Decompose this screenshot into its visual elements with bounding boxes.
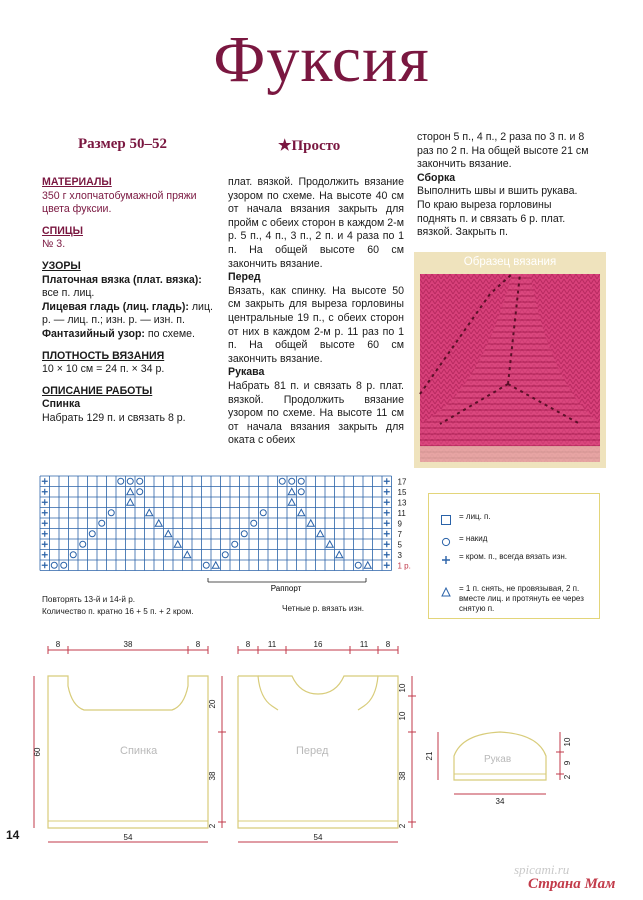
- svg-text:38: 38: [398, 771, 407, 781]
- needles-heading: СПИЦЫ: [42, 224, 83, 237]
- plus-icon: [42, 489, 48, 495]
- chart-note-even-rows: Четные р. вязать изн.: [282, 604, 365, 613]
- column-1: [42, 176, 214, 426]
- svg-text:60: 60: [33, 747, 42, 757]
- sample-photo: [420, 274, 600, 462]
- plus-icon: [384, 520, 390, 526]
- plus-icon: [42, 531, 48, 537]
- square-icon: [441, 512, 451, 530]
- row-label: 3: [397, 551, 402, 560]
- row-label: 11: [397, 509, 406, 518]
- plus-icon: [384, 510, 390, 516]
- svg-text:2: 2: [563, 774, 572, 780]
- triangle-icon: [364, 562, 371, 569]
- plus-icon: [42, 520, 48, 526]
- circle-icon: [298, 489, 304, 495]
- svg-text:8: 8: [55, 640, 61, 649]
- circle-icon: [70, 552, 76, 558]
- triangle-icon: [127, 499, 134, 506]
- triangle-icon: [127, 488, 134, 495]
- triangle-icon: [212, 562, 219, 569]
- row-label: 5: [397, 540, 402, 550]
- plus-icon: [384, 541, 390, 547]
- back-heading: Спинка: [42, 398, 81, 411]
- circle-icon: [61, 562, 67, 568]
- gauge-heading: ПЛОТНОСТЬ ВЯЗАНИЯ: [42, 349, 165, 362]
- plus-icon: [42, 478, 48, 484]
- row-label: 17: [397, 477, 407, 487]
- assembly-heading: Сборка: [417, 171, 456, 184]
- svg-text:34: 34: [495, 797, 505, 806]
- watermark-strana-mam: Страна Мам: [528, 876, 616, 892]
- triangle-icon: [288, 499, 295, 506]
- back-text: Набрать 129 п. и связать 8 р.: [42, 411, 186, 424]
- triangle-icon: [155, 520, 162, 527]
- sleeve-text-cont: сторон 5 п., 4 п., 2 раза по 3 п. и 8 раз по 2 п. На общей высоте 21 см закончить вязание.: [417, 131, 589, 171]
- circle-icon: [108, 510, 114, 516]
- plus-icon: [42, 552, 48, 558]
- plus-icon: [384, 562, 390, 568]
- triangle-icon: [174, 541, 181, 548]
- front-label: Перед: [296, 745, 329, 757]
- svg-text:20: 20: [208, 699, 217, 709]
- row-label: 9: [397, 519, 402, 529]
- plus-icon: [42, 510, 48, 516]
- column-3: [417, 131, 592, 240]
- circle-icon: [99, 520, 105, 526]
- chart-note-multiple: Количество п. кратно 16 + 5 п. + 2 кром.: [42, 607, 194, 616]
- column-2: [228, 176, 404, 448]
- materials-heading: МАТЕРИАЛЫ: [42, 176, 112, 188]
- svg-text:8: 8: [385, 640, 391, 649]
- patterns-heading: УЗОРЫ: [42, 259, 81, 272]
- work-heading: ОПИСАНИЕ РАБОТЫ: [42, 384, 153, 397]
- front-heading: Перед: [228, 271, 261, 284]
- triangle-icon: [146, 509, 153, 516]
- circle-icon: [279, 478, 285, 484]
- plus-icon: [42, 499, 48, 505]
- pattern-chart: [38, 474, 411, 594]
- svg-text:11: 11: [359, 640, 369, 649]
- circle-icon: [137, 478, 143, 484]
- svg-text:21: 21: [425, 751, 434, 761]
- svg-text:16: 16: [313, 640, 323, 649]
- svg-text:38: 38: [123, 640, 133, 649]
- svg-text:8: 8: [195, 640, 201, 649]
- row-label: 7: [397, 530, 402, 539]
- svg-text:54: 54: [313, 833, 323, 842]
- circle-icon: [118, 478, 124, 484]
- circle-icon: [51, 562, 57, 568]
- gauge-text: 10 × 10 см = 24 п. × 34 р.: [42, 363, 165, 376]
- sleeve-schematic: [425, 732, 572, 806]
- back-schematic: [33, 640, 226, 842]
- sleeve-text: Набрать 81 п. и связать 8 р. плат. вязкой. Продолжить вязание узором по схеме. На высоте 11 см от начала вязания закрыть для оката с обеих: [228, 379, 404, 447]
- sample-caption: Образец вязания: [463, 256, 557, 268]
- svg-text:9: 9: [563, 760, 572, 766]
- plus-icon: [42, 541, 48, 547]
- legend-decrease: = 1 п. снять, не провязывая, 2 п. вместе лиц. и протянуть ее через снятую п.: [459, 584, 584, 613]
- circle-icon: [241, 531, 247, 537]
- plus-icon: [384, 531, 390, 537]
- triangle-icon: [165, 530, 172, 537]
- size-line: Размер 50–52: [78, 136, 167, 152]
- triangle-icon: [184, 551, 191, 558]
- svg-text:10: 10: [563, 737, 572, 747]
- row-label: 1 р.: [397, 561, 411, 571]
- legend-knit: = лиц. п.: [459, 512, 491, 521]
- plus-icon: [384, 489, 390, 495]
- page-number: 14: [6, 828, 20, 842]
- materials-text: 350 г хлопчатобумажной пряжи цвета фуксии.: [42, 189, 197, 216]
- triangle-icon: [326, 541, 333, 548]
- needles-text: № 3.: [42, 238, 66, 251]
- circle-icon: [251, 520, 257, 526]
- chart-legend: [428, 493, 600, 619]
- circle-icon: [298, 478, 304, 484]
- circle-icon: [355, 562, 361, 568]
- garment-schematics: [0, 636, 643, 860]
- difficulty-level: ★Просто: [278, 138, 341, 154]
- legend-edge: = кром. п., всегда вязать изн.: [459, 552, 568, 561]
- knitting-sample: [414, 252, 606, 468]
- back-text-cont: плат. вязкой. Продолжить вязание узором по схеме. На высоте 40 см от начала вязания закрыть для пройм с обеих сторон в каждом 2-м р. 5 п., 4 п., 3 п., 2 п. и 4 раза по 1 п. На общей высоте 60 см закончить вязание.: [228, 176, 404, 270]
- plus-icon: [384, 552, 390, 558]
- chart-note-repeat: Повторять 13-й и 14-й р.: [42, 595, 136, 604]
- circle-icon: [89, 531, 95, 537]
- circle-icon: [203, 562, 209, 568]
- circle-icon: [289, 478, 295, 484]
- triangle-icon: [336, 551, 343, 558]
- svg-text:54: 54: [123, 833, 133, 842]
- svg-text:2: 2: [208, 823, 217, 829]
- svg-text:10: 10: [398, 711, 407, 721]
- legend-yarn-over: = накид: [459, 534, 488, 543]
- plus-icon: [384, 499, 390, 505]
- svg-text:2: 2: [398, 823, 407, 829]
- stockinette-stitch: Лицевая гладь (лиц. гладь): лиц. р. — лиц. п.; изн. р. — изн. п.: [42, 300, 213, 327]
- plus-icon: [384, 478, 390, 484]
- triangle-icon: [317, 530, 324, 537]
- watermark-spicami: spicami.ru: [514, 862, 570, 877]
- front-text: Вязать, как спинку. На высоте 50 см закрыть для выреза горловины центральные 19 п., с обеих сторон от них в каждом 2-м р. 11 раз по 1 п. На общей высоте 60 см закончить вязание.: [228, 284, 404, 365]
- triangle-icon: [298, 509, 305, 516]
- circle-icon: [232, 541, 238, 547]
- page-title: Фуксия: [213, 23, 430, 96]
- sleeve-label: Рукав: [484, 754, 512, 765]
- fancy-pattern: Фантазийный узор: по схеме.: [42, 327, 195, 340]
- back-label: Спинка: [120, 745, 158, 757]
- plus-icon: [42, 562, 48, 568]
- circle-icon: [137, 489, 143, 495]
- row-label: 13: [397, 498, 407, 508]
- svg-text:8: 8: [245, 640, 251, 649]
- assembly-text: Выполнить швы и вшить рукава. По краю выреза горловины поднять п. и связать 6 р. плат. вязкой. Закрыть п.: [417, 185, 578, 239]
- triangle-icon: [288, 488, 295, 495]
- circle-icon: [260, 510, 266, 516]
- circle-icon: [80, 541, 86, 547]
- circle-icon: [222, 552, 228, 558]
- garter-stitch: Платочная вязка (плат. вязка): все п. лиц.: [42, 273, 202, 300]
- triangle-icon: [441, 584, 451, 602]
- front-schematic: [238, 640, 416, 842]
- plus-icon: [441, 552, 451, 570]
- svg-text:38: 38: [208, 771, 217, 781]
- row-label: 15: [397, 488, 407, 497]
- svg-text:11: 11: [267, 640, 277, 649]
- svg-text:10: 10: [398, 683, 407, 693]
- rapport-label: Раппорт: [270, 584, 302, 593]
- circle-icon: [127, 478, 133, 484]
- triangle-icon: [307, 520, 314, 527]
- sleeve-heading: Рукава: [228, 366, 265, 379]
- circle-icon: [441, 534, 451, 552]
